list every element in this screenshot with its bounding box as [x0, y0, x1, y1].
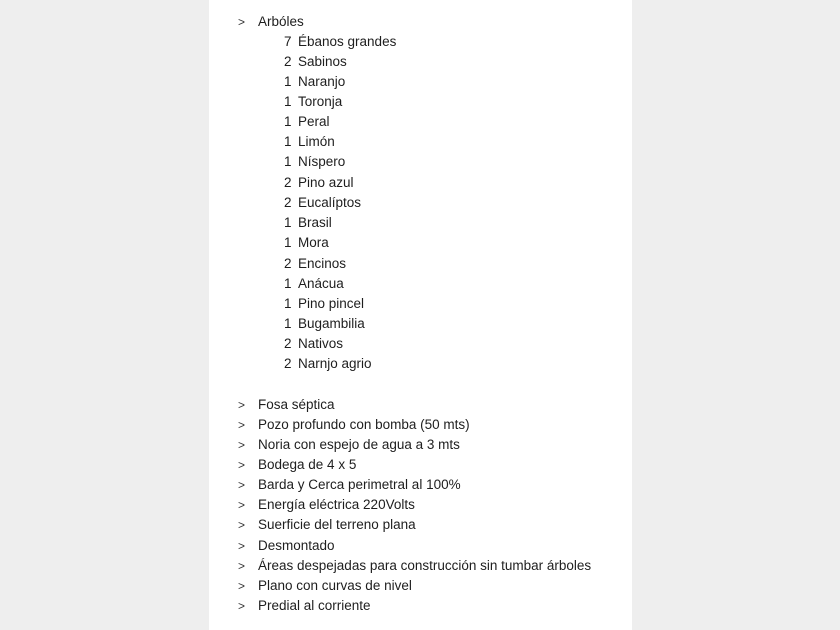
tree-count: 2 [284, 336, 292, 351]
feature-label: Noria con espejo de agua a 3 mts [258, 437, 460, 452]
tree-name: Sabinos [298, 54, 347, 69]
tree-name: Ébanos grandes [298, 34, 397, 49]
tree-item [284, 52, 347, 72]
tree-name: Mora [298, 235, 329, 250]
tree-name: Limón [298, 134, 335, 149]
tree-item [284, 334, 343, 354]
tree-count: 2 [284, 195, 292, 210]
tree-name: Brasil [298, 215, 332, 230]
tree-count: 1 [284, 215, 292, 230]
bullet-icon: > [238, 599, 246, 613]
bullet-icon: > [238, 15, 246, 29]
tree-name: Níspero [298, 154, 346, 169]
tree-name: Bugambilia [298, 316, 365, 331]
tree-count: 2 [284, 175, 292, 190]
tree-name: Eucalíptos [298, 195, 362, 210]
tree-count: 1 [284, 296, 292, 311]
feature-label: Bodega de 4 x 5 [258, 457, 357, 472]
tree-name: Pino azul [298, 175, 354, 190]
feature-label: Plano con curvas de nivel [258, 578, 412, 593]
feature-label: Fosa séptica [258, 397, 335, 412]
bullet-icon: > [238, 458, 246, 472]
tree-count: 1 [284, 154, 292, 169]
tree-name: Pino pincel [298, 296, 365, 311]
tree-item [284, 152, 345, 172]
tree-count: 1 [284, 134, 292, 149]
feature-label: Energía eléctrica 220Volts [258, 497, 415, 512]
tree-name: Narnjo agrio [298, 356, 372, 371]
feature-label: Áreas despejadas para construcción sin tumbar árboles [258, 558, 592, 573]
tree-count: 1 [284, 316, 292, 331]
bullet-icon: > [238, 579, 246, 593]
tree-count: 2 [284, 256, 292, 271]
bullet-icon: > [238, 478, 246, 492]
tree-item [284, 112, 330, 132]
tree-name: Nativos [298, 336, 344, 351]
feature-label: Barda y Cerca perimetral al 100% [258, 477, 461, 492]
tree-name: Anácua [298, 276, 344, 291]
tree-item [284, 213, 332, 233]
tree-count: 2 [284, 54, 292, 69]
tree-count: 1 [284, 114, 292, 129]
feature-label: Desmontado [258, 538, 335, 553]
bullet-icon: > [238, 518, 246, 532]
bullet-icon: > [238, 418, 246, 432]
tree-count: 2 [284, 356, 292, 371]
bullet-icon: > [238, 498, 246, 512]
tree-count: 7 [284, 34, 292, 49]
tree-item [284, 72, 345, 92]
feature-label: Predial al corriente [258, 598, 371, 613]
bullet-icon: > [238, 398, 246, 412]
tree-name: Peral [298, 114, 330, 129]
tree-name: Naranjo [298, 74, 346, 89]
tree-name: Encinos [298, 256, 347, 271]
bullet-icon: > [238, 438, 246, 452]
trees-heading: Arbóles [258, 14, 304, 29]
feature-label: Pozo profundo con bomba (50 mts) [258, 417, 470, 432]
tree-item [284, 294, 364, 314]
tree-item [284, 193, 361, 213]
tree-count: 1 [284, 235, 292, 250]
tree-item [284, 132, 335, 152]
tree-item [284, 274, 344, 294]
tree-item [284, 92, 342, 112]
tree-count: 1 [284, 74, 292, 89]
tree-item [284, 314, 365, 334]
tree-item [284, 32, 396, 52]
tree-item [284, 254, 346, 274]
tree-count: 1 [284, 276, 292, 291]
tree-count: 1 [284, 94, 292, 109]
tree-item [284, 173, 354, 193]
bullet-icon: > [238, 539, 246, 553]
tree-item [284, 233, 329, 253]
tree-name: Toronja [298, 94, 343, 109]
tree-item [284, 354, 372, 374]
bullet-icon: > [238, 559, 246, 573]
feature-label: Suerficie del terreno plana [258, 517, 416, 532]
